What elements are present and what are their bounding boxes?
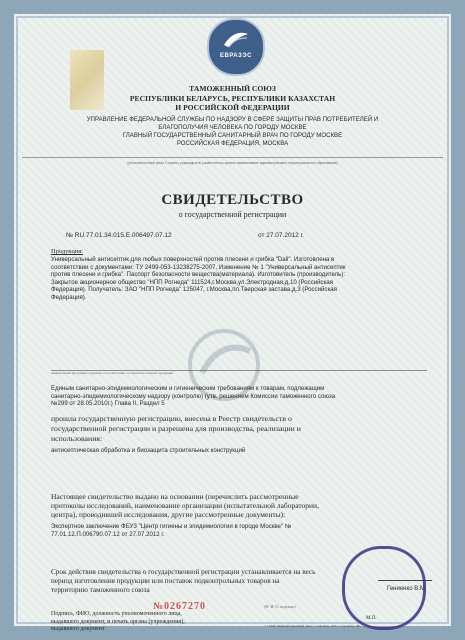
evrazes-logo — [207, 18, 265, 76]
stamp-label: М.П. — [366, 616, 377, 621]
product-label: Продукция: — [51, 248, 83, 255]
agency-block: УПРАВЛЕНИЕ ФЕДЕРАЛЬНОЙ СЛУЖБЫ ПО НАДЗОРУ В СФЕРЕ ЗАЩИТЫ ПРАВ ПОТРЕБИТЕЛЕЙ И БЛАГОПОЛУЧИЯ ЧЕЛОВЕКА ПО ГОРОДУ МОСКВЕ ГЛАВНЫЙ ГОСУДАРСТВЕННЫЙ САНИТАРНЫЙ ВРАЧ ПО ГОРОДУ МОСКВЕ РОССИЙСКАЯ ФЕДЕРАЦИЯ, МОСКВА (уполномоченный орган Стороны; руководитель (заместитель) органа; наименование административно-территориального образования) — [22, 116, 443, 167]
validity-text: Срок действия свидетельства о государственной регистрации устанавливается на весь период изготовления продукции или поставок подконтрольных товаров на территорию таможенного союза — [51, 568, 316, 594]
usage-text: антисептическая обработка и биозащита строительных конструкций — [51, 447, 246, 454]
serial-number: №0267270 — [153, 601, 207, 612]
official-stamp — [342, 546, 426, 630]
signer-name: Гениенко В.М. — [387, 586, 427, 592]
wing-icon — [223, 30, 249, 50]
certificate-date: от 27.07.2012 г. — [258, 232, 304, 239]
compliance-text: Единым санитарно-эпидемиологическим и гигиеническим требованиям к товарам, подлежащим санитарно-эпидемиологическому надзору (контролю) (утв. решением Комиссии таможенного союза №299 от 28.05.2010г.) Глава II, Раздел 5 — [51, 385, 336, 407]
product-note: наименование продукции; документ, в соответствии с которым изготовлена продукция — [51, 371, 173, 375]
certificate-title: СВИДЕТЕЛЬСТВО — [161, 192, 304, 208]
signer-note: (Ф. И. О. подпись) — [264, 604, 296, 609]
agency-note: (уполномоченный орган Стороны; руководитель (заместитель) органа; наименование административно-территориального образования) — [22, 157, 443, 167]
certificate-subtitle: о государственной регистрации — [178, 210, 287, 219]
basis-document: Экспертное заключение ФБУЗ "Центр гигиены и эпидемиологии в городе Москве" № 77.01.12.П.006790.07.12 от 27.07.2012 г. — [51, 523, 292, 538]
product-description: Универсальный антисептик для любых поверхностей против плесени и грибка "Dali". Изготовлена в соответствии с документами: ТУ 2499-053-13238275-2007, Изменение № 1 "Универсальный антисептик против плесени и грибка". Паспорт безопасности вещества(материала). Изготовитель (производитель): Закрытое акционерное общество "НПП Рогнеда" 111524,г.Москва,ул.Электродная,д.10 (Российская Федерация). Получатель: ЗАО "НПП Рогнеда" 125047, г.Москва,пл.Тверская застава,д.3 (Российская Федерация). — [51, 256, 346, 301]
registration-text: прошла государственную регистрацию, внесена в Реестр свидетельств о государственной регистрации и разрешена для производства, реализации и использования: — [51, 414, 301, 443]
certificate-number: № RU.77.01.34.015.Е.006497.07.12 — [66, 232, 172, 239]
logo-text: ЕВРАЗЭС — [219, 53, 252, 59]
union-header: ТАМОЖЕННЫЙ СОЮЗ РЕСПУБЛИКИ БЕЛАРУСЬ, РЕСПУБЛИКИ КАЗАХСТАН И РОССИЙСКОЙ ФЕДЕРАЦИИ — [129, 84, 336, 112]
basis-text: Настоящее свидетельство выдано на основании (перечислить рассмотренные протоколы исследований, наименование организации (испытательной лаборатории, центра), проводившей исследования, другие рассмотренные документы): — [51, 492, 319, 520]
footer-print: © ЗАО "Первый печатный двор", г. Москва, 2011 г., уровень «В» — [265, 624, 362, 628]
signature-caption: Подпись, ФИО, должность уполномоченного лица, выдавшего документ, и печать органа (учреждения), выдавшего документ — [51, 611, 185, 632]
